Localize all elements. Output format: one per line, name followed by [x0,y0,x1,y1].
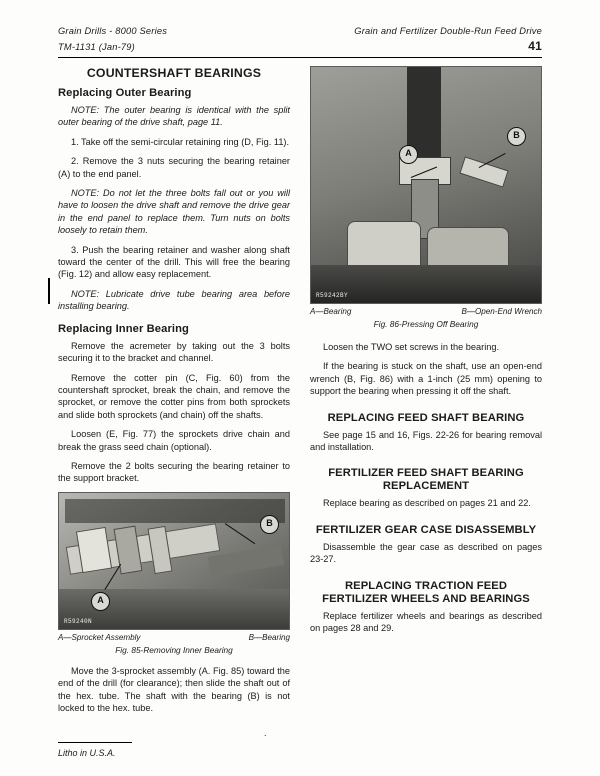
header-manual-number: TM-1131 (Jan-79) [58,42,135,52]
paragraph-feed-shaft-bearing: See page 15 and 16, Figs. 22-26 for bearing removal and installation. [310,429,542,453]
right-column [310,66,542,641]
header-divider [58,57,542,58]
left-column [58,66,290,721]
paragraph-note-3: NOTE: Lubricate drive tube bearing area before installing bearing. [58,288,290,312]
subheading-replacing-outer-bearing: Replacing Outer Bearing [58,87,192,99]
page-number: 41 [528,39,542,53]
subheading-replacing-inner-bearing: Replacing Inner Bearing [58,322,189,335]
figure-86-legend-a: A—Bearing [310,307,352,316]
paragraph-step-3: 3. Push the bearing retainer and washer along shaft toward the center of the drill. This will free the bearing (Fig. 12) and allow easy replacement. [58,244,290,280]
figure-85-legend-a: A—Sprocket Assembly [58,632,141,642]
paragraph-fertilizer-feed-shaft: Replace bearing as described on pages 21 and 22. [323,498,531,509]
figure-86-callout-a: A [399,145,418,164]
paragraph-step-1: 1. Take off the semi-circular retaining ring (D, Fig. 11). [71,136,290,147]
paragraph-move-sprocket-assembly: Move the 3-sprocket assembly (A. Fig. 85) toward the end of the drill (for clearance); then slide the shaft out of the hex. tube. The shaft with the bearing (B) is not locked to the hex. tube. [58,665,290,713]
paragraph-remove-bolts: Remove the 2 bolts securing the bearing retainer to the support bracket. [58,460,290,484]
figure-85-photo [58,492,290,630]
heading-fertilizer-gear-case-disassembly: FERTILIZER GEAR CASE DISASSEMBLY [315,523,537,536]
page-center-mark: . [264,728,267,738]
figure-85-photo-id: R59240N [64,617,93,625]
footer-litho-text: Litho in U.S.A. [58,748,116,758]
figure-86-photo [310,66,542,304]
header-manual-title: Grain Drills - 8000 Series [58,26,168,36]
paragraph-step-2: 2. Remove the 3 nuts securing the bearing retainer (A) to the end panel. [58,156,290,179]
paragraph-stuck-bearing: If the bearing is stuck on the shaft, use an open-end wrench (B, Fig. 86) with a 1-inch (25 mm) opening to support the bearing when pressing it off the shaft. [310,361,542,397]
revision-change-bar [48,278,50,304]
footer-divider [58,742,132,743]
heading-replacing-feed-shaft-bearing: REPLACING FEED SHAFT BEARING [327,411,525,424]
heading-replacing-traction-feed: REPLACING TRACTION FEED [344,579,508,592]
header-section-title: Grain and Fertilizer Double-Run Feed Drive [354,26,542,36]
paragraph-note-1: NOTE: The outer bearing is identical with the split outer bearing of the drive shaft, page 11. [58,105,290,128]
heading-fertilizer-feed-shaft-bearing-line2: REPLACEMENT [382,480,470,493]
figure-86-title: Fig. 86-Pressing Off Bearing [373,319,479,329]
figure-86-legend-b: B—Open-End Wrench [461,307,542,316]
paragraph-fertilizer-wheels: Replace fertilizer wheels and bearings as described on pages 28 and 29. [310,610,542,634]
heading-fertilizer-feed-shaft-bearing: FERTILIZER FEED SHAFT BEARING [328,467,524,480]
heading-fertilizer-wheels-and-bearings: FERTILIZER WHEELS AND BEARINGS [322,592,530,605]
paragraph-remove-acremeter: Remove the acremeter by taking out the 3 bolts securing it to the bracket and channel. [58,340,290,364]
figure-86-photo-id: R59242BY [316,292,349,299]
paragraph-gear-case: Disassemble the gear case as described on pages 23-27. [310,541,542,565]
figure-86 [310,66,542,329]
figure-85-callout-b: B [260,515,279,534]
paragraph-remove-cotter-pin: Remove the cotter pin (C, Fig. 60) from the countershaft sprocket, break the chain, and remove the sprocket, or remove the cotter pins from both sprockets and slide both sprockets (and chain) off the shafts. [58,372,290,420]
figure-85-title: Fig. 85-Removing Inner Bearing [115,644,233,655]
figure-85-legend-b: B—Bearing [248,632,290,642]
figure-85-callout-a: A [91,592,110,611]
paragraph-loosen-set-screws: Loosen the TWO set screws in the bearing. [323,342,500,352]
figure-85 [58,492,290,655]
page-header [58,24,542,54]
section-heading-countershaft-bearings: COUNTERSHAFT BEARINGS [86,66,262,80]
paragraph-loosen-chain: Loosen (E, Fig. 77) the sprockets drive chain and break the grass seed chain (optional). [58,429,290,452]
figure-86-callout-b: B [507,127,526,146]
paragraph-note-2: NOTE: Do not let the three bolts fall out or you will have to loosen the drive shaft and remove the drive gear in the end panel to replace them. Turn nuts on bolts loosely to retain them. [58,188,290,236]
